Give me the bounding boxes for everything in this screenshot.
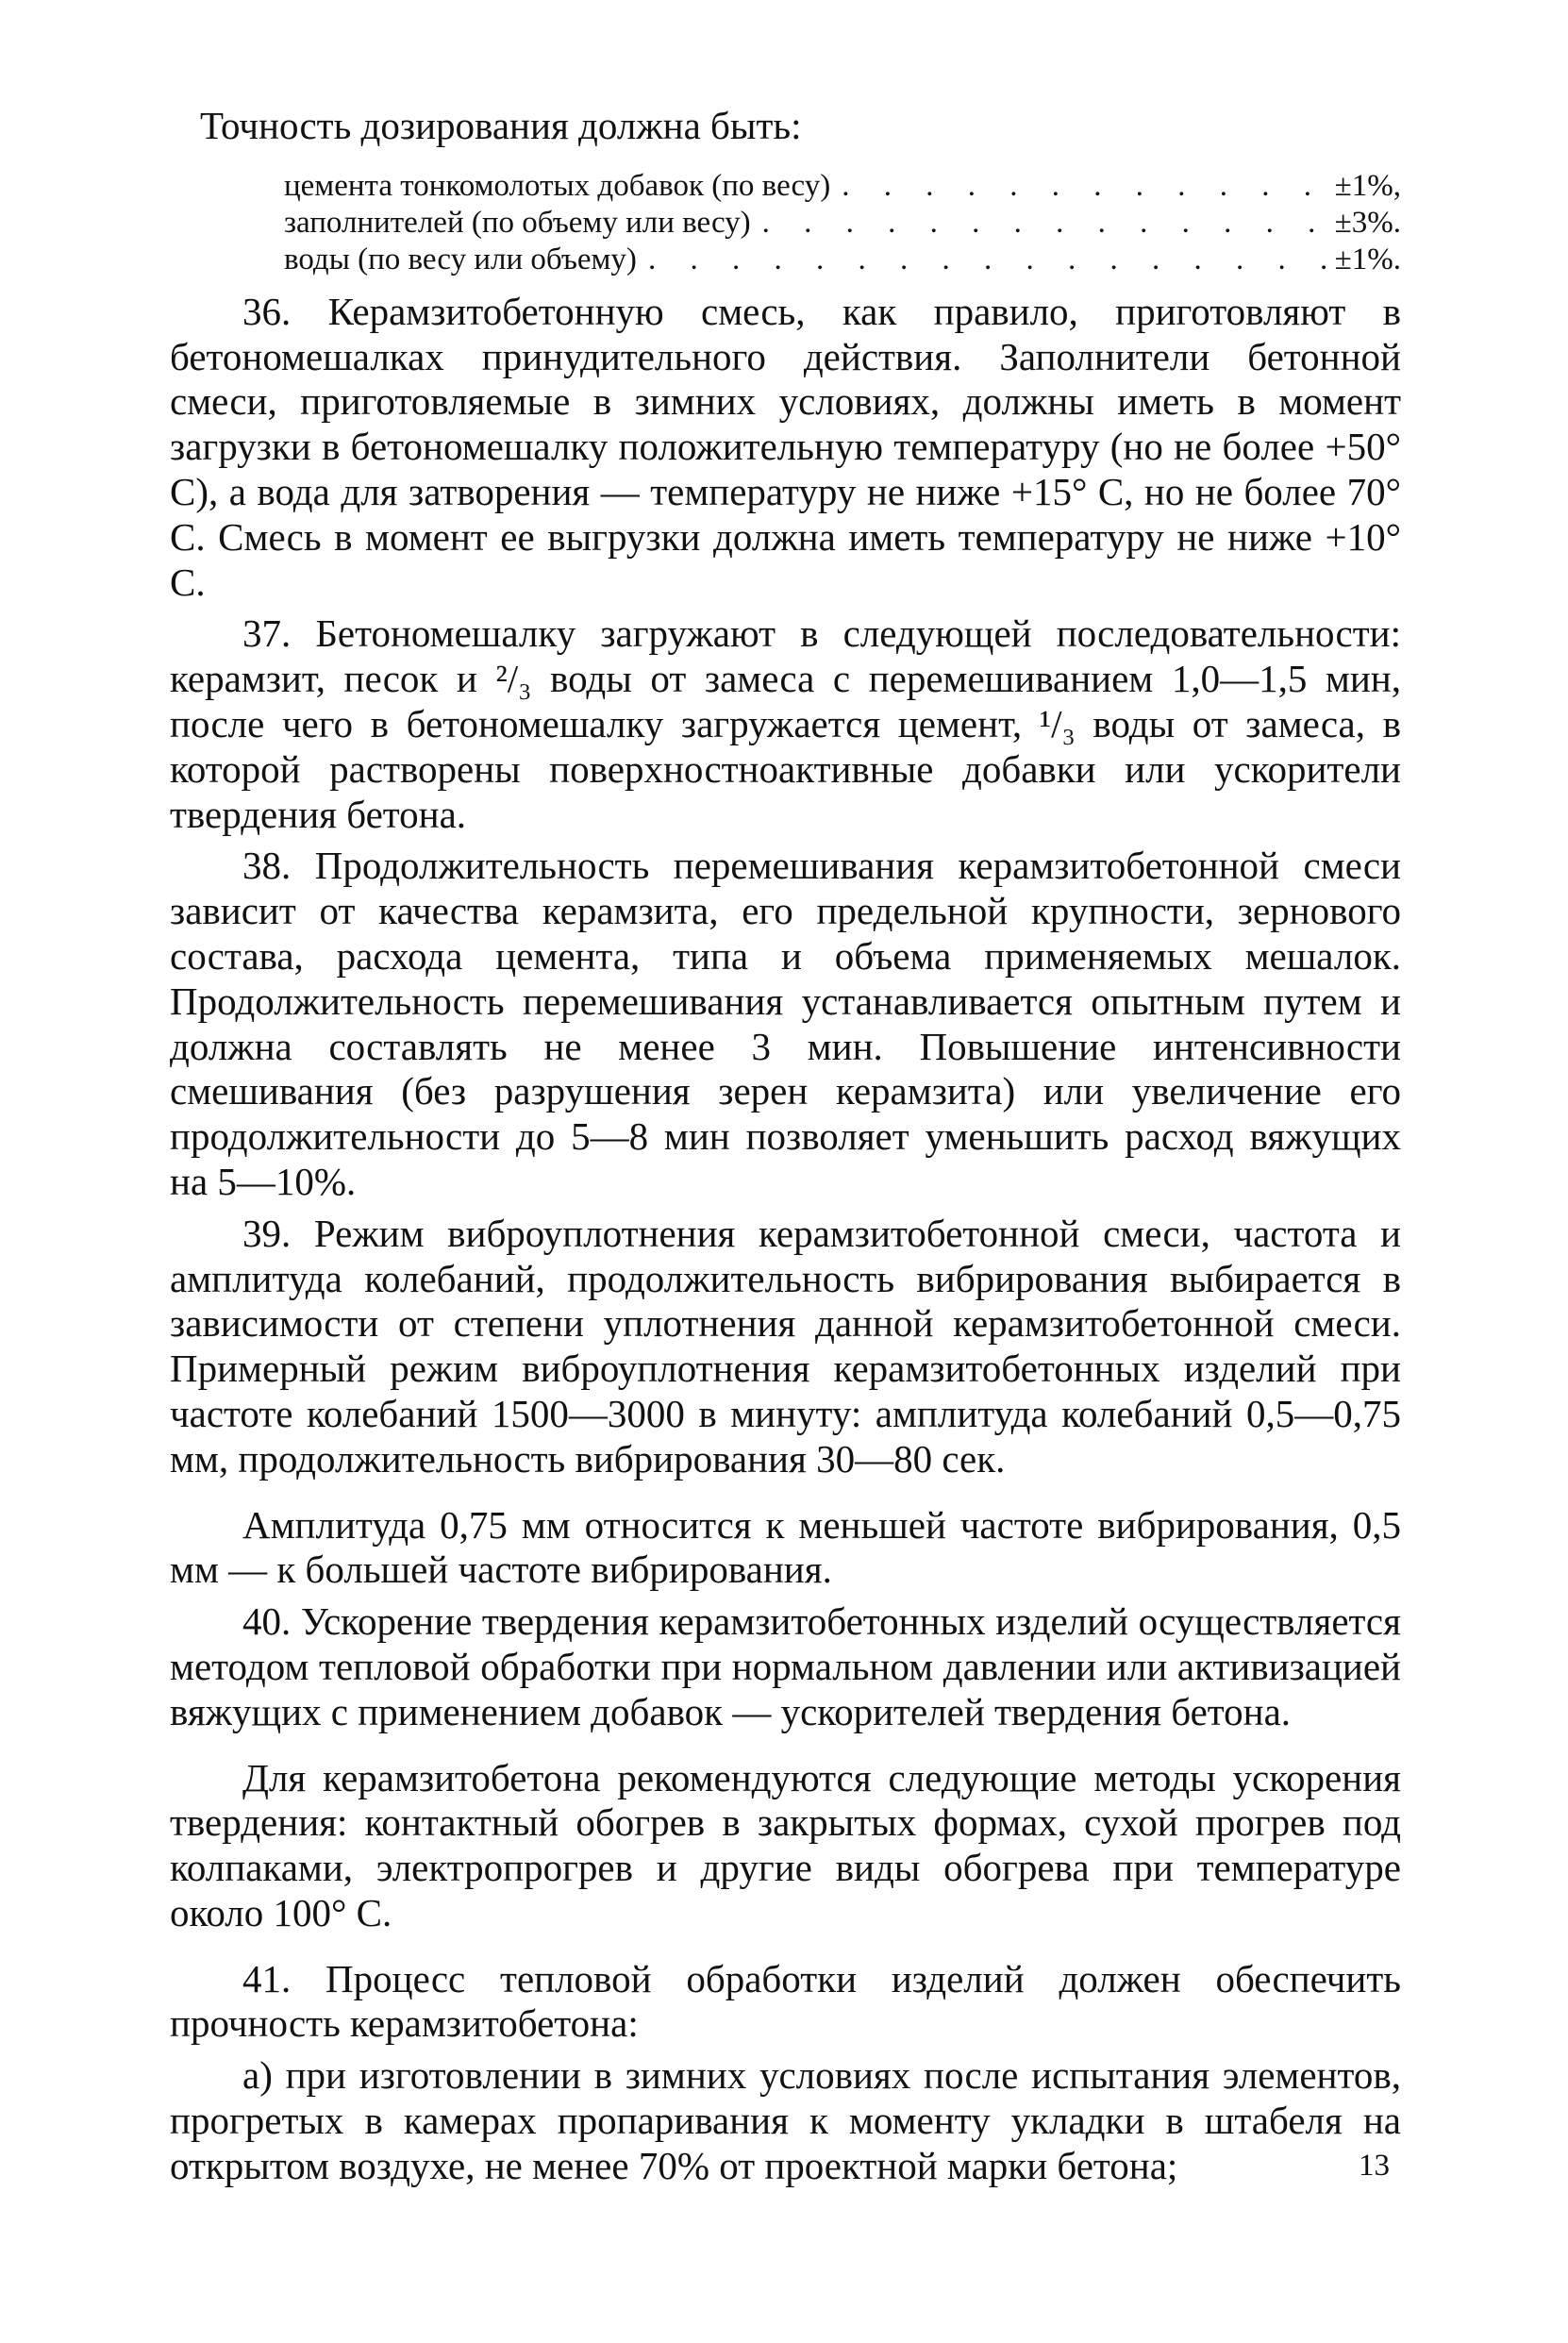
paragraph-38: 38. Продолжительность перемешивания керамзитобетонной смеси зависит от качества керамзита, его предельной крупности, зернового состава, расхода цемента, типа и объема применяемых мешалок. Продолжительность перемешивания устанавливается опытным путем и должна составлять не менее 3 мин. Повышение интенсивности смешивания (без разрушения зерен керамзита) или увеличение его продолжительности до 5—8 мин позволяет уменьшить расход вяжущих на 5—10%.: [170, 844, 1401, 1203]
dosing-item-value: ±1%,: [1334, 168, 1401, 203]
dosing-item-name: воды (по весу или объему): [284, 242, 637, 276]
leader-dots: [637, 242, 1335, 278]
paragraph-39: 39. Режим виброуплотнения керамзитобетонной смеси, частота и амплитуда колебаний, продолжительность вибрирования выбирается в зависимости от степени уплотнения данной керамзитобетонной смеси. Примерный режим виброуплотнения керамзитобетонных изделий при частоте колебаний 1500—3000 в минуту: амплитуда колебаний 0,5—0,75 мм, продолжительность вибрирования 30—80 сек.: [170, 1211, 1401, 1481]
dosing-row-cement: [284, 168, 1401, 205]
list-item-a: а) при изготовлении в зимних условиях после испытания элементов, прогретых в камерах пропаривания к моменту укладки в штабеля на открытом воздухе, не менее 70% от проектной марки бетона;: [170, 2053, 1401, 2187]
dosing-row-water: [284, 242, 1401, 278]
paragraph-36: 36. Керамзитобетонную смесь, как правило, приготовляют в бетономешалках принудительного действия. Заполнители бетонной смеси, приготовляемые в зимних условиях, должны иметь в момент загрузки в бетономешалку положительную температуру (но не более +50° С), а вода для затворения — температуру не ниже +15° С, но не более 70° С. Смесь в момент ее выгрузки должна иметь температуру не ниже +10° С.: [170, 289, 1401, 604]
dosing-item-value: ±3%.: [1334, 205, 1401, 240]
paragraph-methods: Для керамзитобетона рекомендуются следующие методы ускорения твердения: контактный обогрев в закрытых формах, сухой прогрев под колпаками, электропрогрев и другие виды обогрева при температуре около 100° С.: [170, 1755, 1401, 1934]
dosing-item-name: заполнителей (по объему или весу): [284, 205, 751, 240]
dosing-list: [170, 168, 1401, 278]
paragraph-40: 40. Ускорение твердения керамзитобетонных изделий осуществляется методом тепловой обработки при нормальном давлении или активизацией вяжущих с применением добавок — ускорителей твердения бетона.: [170, 1599, 1401, 1733]
dosing-lead: Точность дозирования должна быть:: [200, 104, 802, 147]
paragraph-amplitude: Амплитуда 0,75 мм относится к меньшей частоте вибрирования, 0,5 мм — к большей частоте вибрирования.: [170, 1502, 1401, 1592]
page-body: [170, 104, 1401, 2189]
leader-dots: [830, 168, 1334, 205]
paragraph-37: 37. Бетономешалку загружают в следующей последовательности: керамзит, песок и ²/₃ воды от замеса с перемешиванием 1,0—1,5 мин, после чего в бетономешалку загружается цемент, ¹/₃ воды от замеса, в которой растворены поверхностноактивные добавки или ускорители твердения бетона.: [170, 611, 1401, 836]
dosing-item-value: ±1%.: [1334, 242, 1401, 276]
dosing-item-name: цемента тонкомолотых добавок (по весу): [284, 168, 831, 203]
page-number: 13: [1359, 2149, 1390, 2183]
leader-dots: [751, 205, 1335, 242]
paragraph-41: 41. Процесс тепловой обработки изделий должен обеспечить прочность керамзитобетона:: [170, 1956, 1401, 2046]
dosing-row-aggregates: [284, 205, 1401, 242]
